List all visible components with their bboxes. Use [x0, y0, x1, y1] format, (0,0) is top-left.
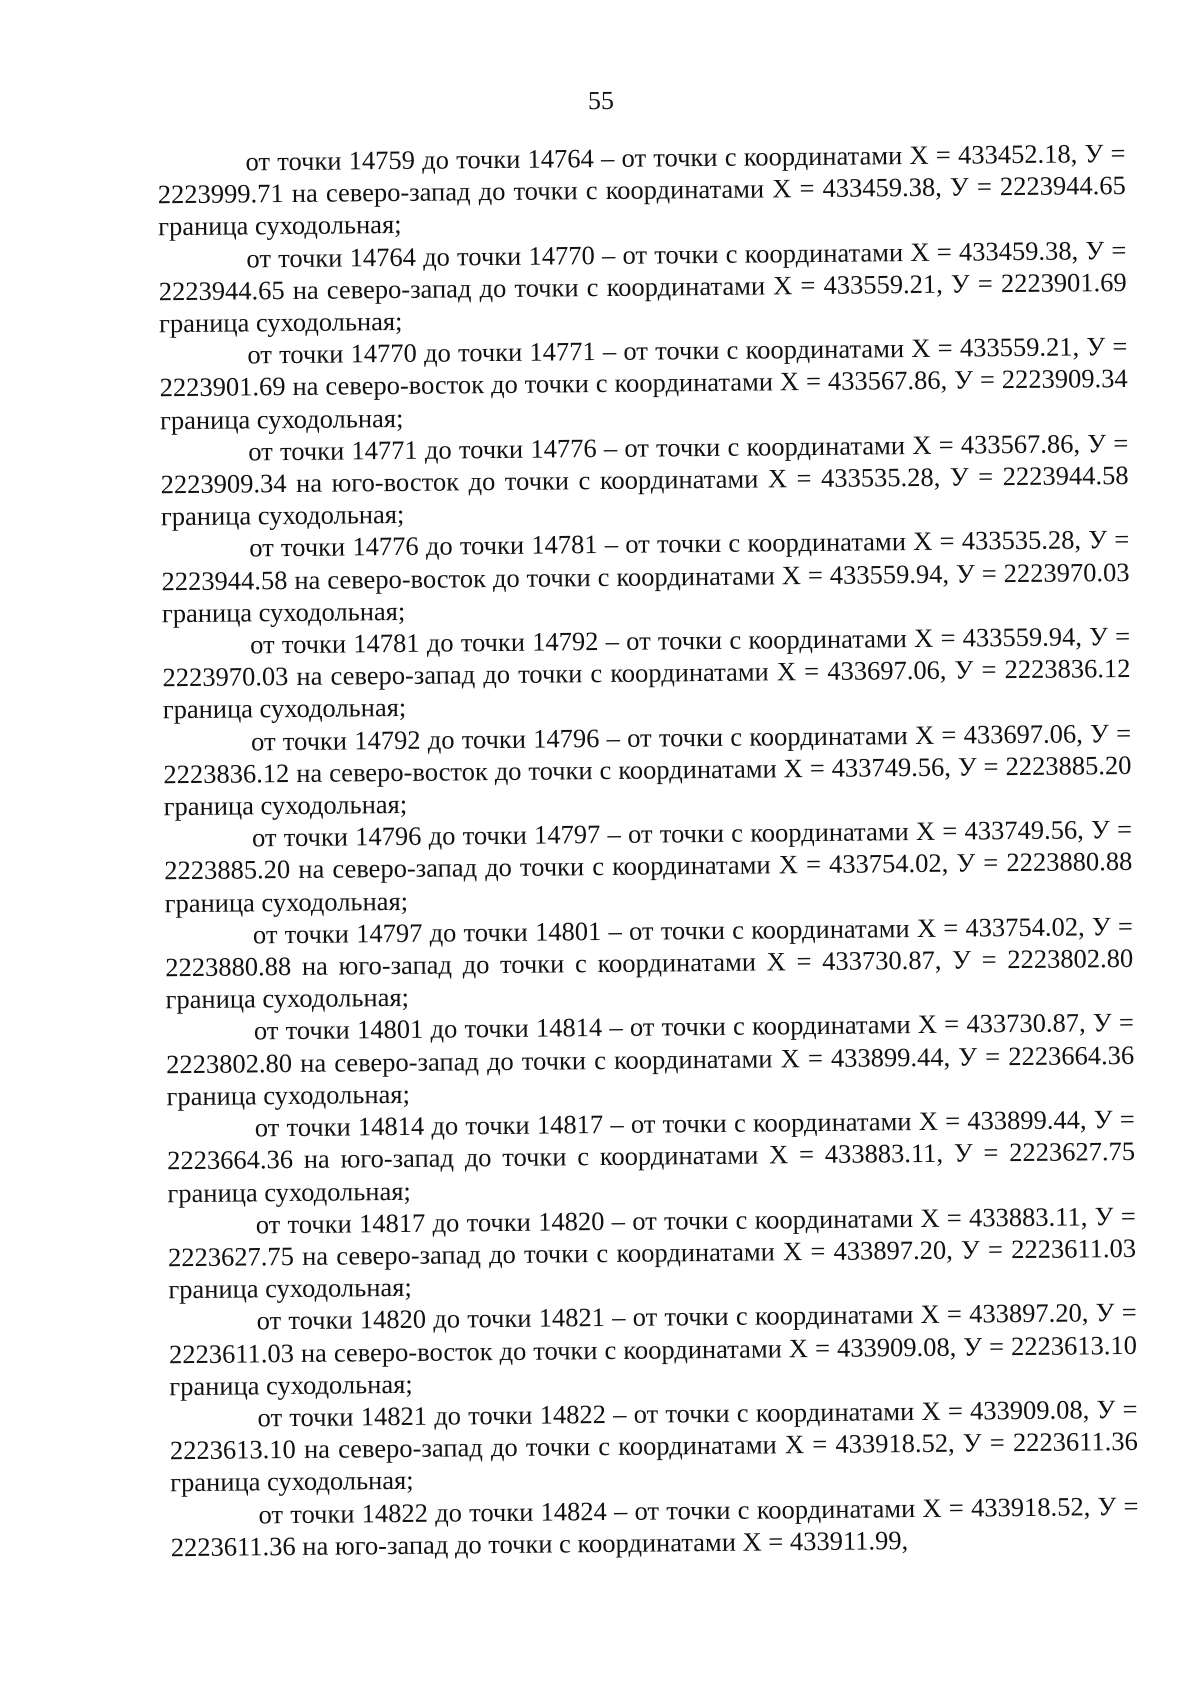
boundary-segment-entry: от точки 14764 до точки 14770 – от точки с координатами X = 433459.38, У = 2223944.65 на северо-запад до точки с координатами X = 433559.21, У = 2223901.69 граница суходольная;	[158, 234, 1127, 339]
boundary-segment-entry: от точки 14820 до точки 14821 – от точки с координатами X = 433897.20, У = 2223611.03 на северо-восток до точки с координатами X = 433909.08, У = 2223613.10 граница суходольная;	[168, 1297, 1138, 1401]
boundary-description	[157, 137, 1139, 1563]
boundary-segment-entry: от точки 14776 до точки 14781 – от точки с координатами X = 433535.28, У = 2223944.58 на северо-восток до точки с координатами X = 433559.94, У = 2223970.03 граница суходольная;	[161, 524, 1130, 629]
boundary-segment-entry: от точки 14822 до точки 14824 – от точки с координатами X = 433918.52, У = 2223611.36 на юго-запад до точки с координатами X = 433911.99,	[170, 1490, 1139, 1562]
boundary-segment-entry: от точки 14770 до точки 14771 – от точки с координатами X = 433559.21, У = 2223901.69 на северо-восток до точки с координатами X = 433567.86, У = 2223909.34 граница суходольная;	[159, 331, 1128, 435]
page-number: 55	[587, 85, 615, 116]
boundary-segment-entry: от точки 14792 до точки 14796 – от точки с координатами X = 433697.06, У = 2223836.12 на северо-восток до точки с координатами X = 433749.56, У = 2223885.20 граница суходольная;	[163, 717, 1132, 822]
boundary-segment-entry: от точки 14817 до точки 14820 – от точки с координатами X = 433883.11, У = 2223627.75 на северо-запад до точки с координатами X = 433897.20, У = 2223611.03 граница суходольная;	[167, 1200, 1137, 1305]
boundary-segment-entry: от точки 14821 до точки 14822 – от точки с координатами X = 433909.08, У = 2223613.10 на северо-запад до точки с координатами X = 433918.52, У = 2223611.36 граница суходольная;	[169, 1393, 1139, 1498]
boundary-segment-entry: от точки 14801 до точки 14814 – от точки с координатами X = 433730.87, У = 2223802.80 на северо-запад до точки с координатами X = 433899.44, У = 2223664.36 граница суходольная;	[166, 1007, 1135, 1112]
boundary-segment-entry: от точки 14797 до точки 14801 – от точки с координатами X = 433754.02, У = 2223880.88 на юго-запад до точки с координатами X = 433730.87, У = 2223802.80 граница суходольная;	[165, 910, 1134, 1015]
boundary-segment-entry: от точки 14759 до точки 14764 – от точки с координатами X = 433452.18, У = 2223999.71 на северо-запад до точки с координатами X = 433459.38, У = 2223944.65 граница суходольная;	[157, 137, 1126, 242]
boundary-segment-entry: от точки 14814 до точки 14817 – от точки с координатами X = 433899.44, У = 2223664.36 на юго-запад до точки с координатами X = 433883.11, У = 2223627.75 граница суходольная;	[166, 1104, 1136, 1208]
boundary-segment-entry: от точки 14771 до точки 14776 – от точки с координатами X = 433567.86, У = 2223909.34 на юго-восток до точки с координатами X = 433535.28, У = 2223944.58 граница суходольная;	[160, 427, 1129, 532]
boundary-segment-entry: от точки 14781 до точки 14792 – от точки с координатами X = 433559.94, У = 2223970.03 на северо-запад до точки с координатами X = 433697.06, У = 2223836.12 граница суходольная;	[162, 620, 1131, 725]
boundary-segment-entry: от точки 14796 до точки 14797 – от точки с координатами X = 433749.56, У = 2223885.20 на северо-запад до точки с координатами X = 433754.02, У = 2223880.88 граница суходольная;	[164, 814, 1133, 918]
